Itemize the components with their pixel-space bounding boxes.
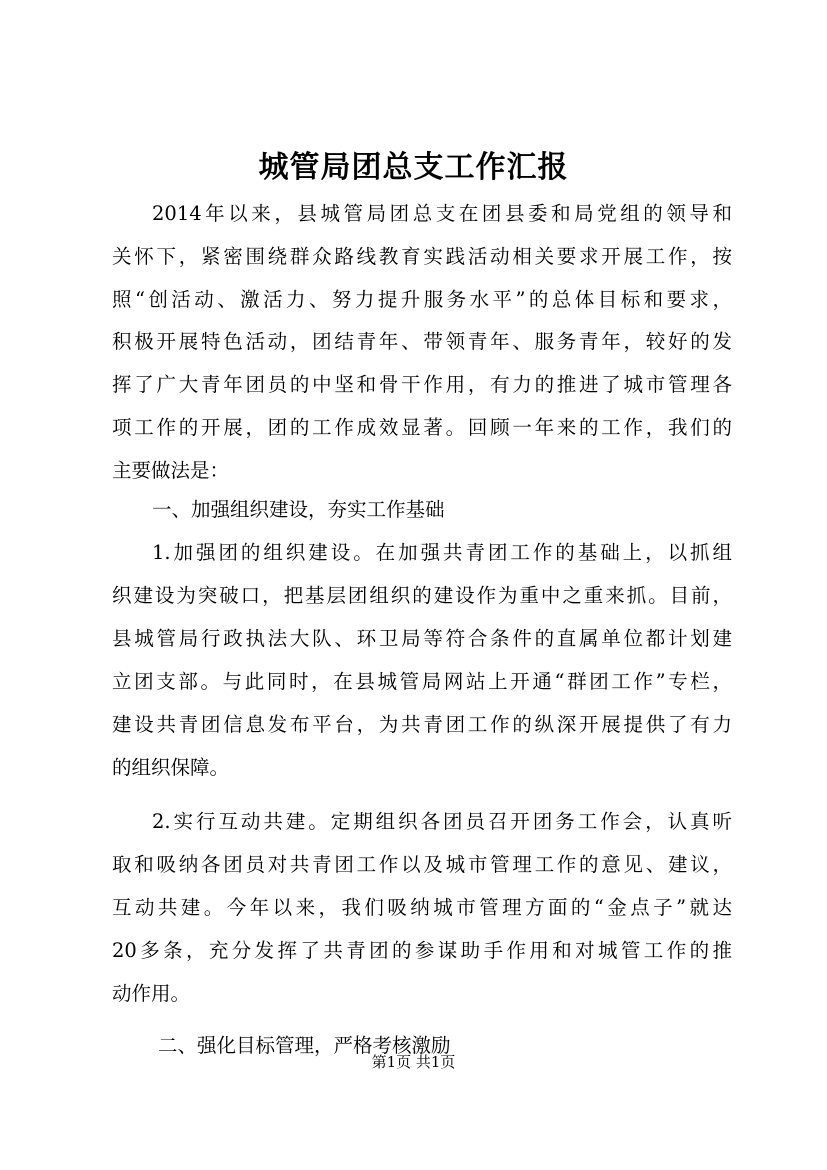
- paragraph-line: 取和吸纳各团员对共青团工作以及城市管理工作的意见、建议，: [112, 853, 732, 876]
- paragraph-line: 织建设为突破口，把基层团组织的建设作为重中之重来抓。目前，: [112, 584, 732, 607]
- section-heading: 二、强化目标管理，严格考核激励: [158, 1034, 451, 1057]
- paragraph-line: 立团支部。与此同时，在县城管局网站上开通“群团工作”专栏，: [112, 670, 732, 693]
- paragraph-line: 2.实行互动共建。定期组织各团员召开团务工作会，认真听: [152, 810, 732, 833]
- paragraph-line: 动作用。: [112, 982, 191, 1005]
- paragraph-line: 县城管局行政执法大队、环卫局等符合条件的直属单位都计划建: [112, 627, 732, 650]
- paragraph-line: 1.加强团的组织建设。在加强共青团工作的基础上，以抓组: [152, 541, 732, 564]
- paragraph-line: 主要做法是：: [112, 459, 230, 482]
- paragraph-line: 2014年以来，县城管局团总支在团县委和局党组的领导和: [152, 202, 732, 225]
- paragraph-line: 的组织保障。: [112, 756, 230, 779]
- paragraph-line: 项工作的开展，团的工作成效显著。回顾一年来的工作，我们的: [112, 416, 732, 439]
- section-heading: 一、加强组织建设，夯实工作基础: [152, 498, 445, 521]
- paragraph-line: 照“创活动、激活力、努力提升服务水平”的总体目标和要求，: [112, 288, 732, 311]
- document-title: 城管局团总支工作汇报: [258, 150, 569, 185]
- paragraph-line: 互动共建。今年以来，我们吸纳城市管理方面的“金点子”就达: [112, 896, 732, 919]
- paragraph-line: 关怀下，紧密围绕群众路线教育实践活动相关要求开展工作，按: [112, 245, 732, 268]
- paragraph-line: 20多条，充分发挥了共青团的参谋助手作用和对城管工作的推: [112, 939, 732, 962]
- paragraph-line: 建设共青团信息发布平台，为共青团工作的纵深开展提供了有力: [112, 713, 732, 736]
- page-number-footer: 第1页 共1页: [371, 1053, 456, 1071]
- paragraph-line: 挥了广大青年团员的中坚和骨干作用，有力的推进了城市管理各: [112, 373, 732, 396]
- paragraph-line: 积极开展特色活动，团结青年、带领青年、服务青年，较好的发: [112, 330, 732, 353]
